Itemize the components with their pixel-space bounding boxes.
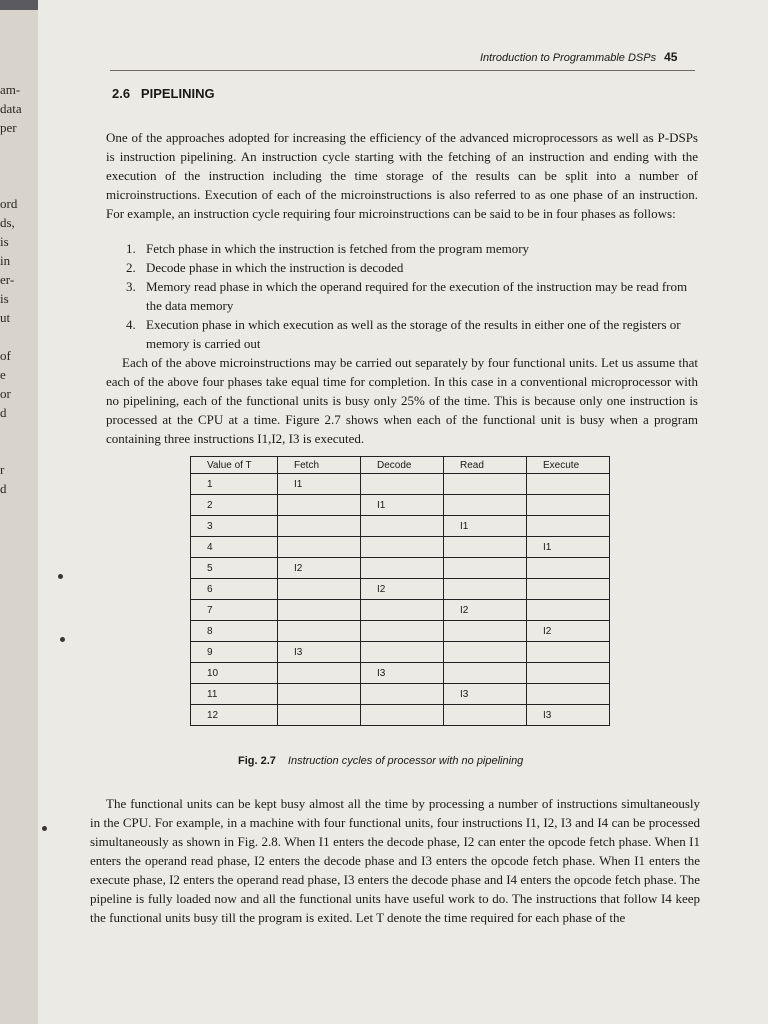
table-cell [278,579,361,600]
margin-text-line: in [0,253,11,268]
list-item-text: Fetch phase in which the instruction is fetched from the program memory [146,241,530,256]
section-heading [112,86,215,101]
margin-text-line: data [0,101,22,116]
table-cell [361,516,444,537]
table-cell: 11 [191,684,278,705]
table-cell [361,537,444,558]
table-row [191,558,610,579]
section-title: PIPELINING [140,86,215,101]
list-item [126,277,698,315]
list-item-number: 2. [126,260,136,275]
list-item [126,315,698,353]
paragraph-functional-units: Each of the above microinstructions may be carried out separately by four functional units. Let us assume that each of the above four phases take equal time for completion. In this case in a conventional microprocessor with no pipelining, each of the functional units is busy only 25% of the time. This is because only one instruction is processed at the CPU at a time. Figure 2.7 shows when each of the functional unit is busy when a program containing three instructions I1,I2, I3 is executed. [106,355,698,446]
table-cell [444,474,527,495]
list-item-text: Execution phase in which execution as well as the storage of the results in either one of the registers or memory is carried out [146,317,681,351]
margin-text-line: of [0,348,11,363]
table-cell: 6 [191,579,278,600]
margin-mark [42,826,47,831]
table-cell: I3 [444,684,527,705]
table-cell [278,663,361,684]
table-cell [361,684,444,705]
table-cell [278,516,361,537]
margin-text-line: is [0,234,9,249]
table-cell [361,705,444,726]
figure-label: Fig. 2.7 [238,755,276,767]
table-cell [444,705,527,726]
table-cell [361,600,444,621]
table-cell: 10 [191,663,278,684]
header-rule [110,70,695,71]
margin-text-line: d [0,481,7,496]
table-cell: I3 [361,663,444,684]
table-cell: 12 [191,705,278,726]
margin-text-line: er- [0,272,15,287]
table-cell [527,663,610,684]
table-row [191,684,610,705]
table-row [191,516,610,537]
table-cell: I2 [361,579,444,600]
table-cell [278,621,361,642]
table-cell: I2 [444,600,527,621]
page-number: 45 [664,50,678,64]
list-item-number: 4. [126,317,136,332]
margin-text-line: ord [0,196,18,211]
table-cell: I1 [361,495,444,516]
table-cell [527,579,610,600]
header-value-of-t: Value of T [191,457,278,474]
table-cell: 2 [191,495,278,516]
margin-text-line: r [0,462,5,477]
list-item-number: 3. [126,279,136,294]
table-cell: 4 [191,537,278,558]
table-header-row [191,457,610,474]
margin-text-line: is [0,291,9,306]
table-cell: 9 [191,642,278,663]
margin-mark [58,574,63,579]
table-cell: 1 [191,474,278,495]
margin-text-line: per [0,120,17,135]
figure-caption [238,755,523,767]
table-cell [444,537,527,558]
table-cell [278,684,361,705]
table-cell: 3 [191,516,278,537]
table-cell [361,474,444,495]
table-cell: 5 [191,558,278,579]
table-cell [527,600,610,621]
margin-text-line [0,156,40,175]
table-cell [361,621,444,642]
margin-text-line: d [0,405,7,420]
table-cell [527,558,610,579]
table-row [191,705,610,726]
table-cell: 7 [191,600,278,621]
margin-text-line [0,327,40,346]
list-item-text: Memory read phase in which the operand required for the execution of the instruction may be read from the data memory [146,279,688,313]
margin-text-line: ds, [0,215,15,230]
table-row [191,621,610,642]
paragraph-pipelining: The functional units can be kept busy almost all the time by processing a number of instructions simultaneously in the CPU. For example, in a machine with four functional units, four instructions I1, I2, I3 and I4 can be processed simultaneously as shown in Fig. 2.8. When I1 enters the decode phase, I2 can enter the opcode fetch phase. When I1 enters the operand read phase, I2 enters the decode phase and I3 enters the opcode fetch phase. When I1 enters the execute phase, I2 enters the operand read phase, I3 enters the decode phase and I4 enters the opcode fetch phase. The pipeline is fully loaded now and all the functional units have useful work to do. The instructions that follow I4 keep the functional units busy till the program is exited. Let T denote the time required for each phase of the [90,796,700,925]
table-cell: I3 [527,705,610,726]
table-cell [361,558,444,579]
table-cell [444,642,527,663]
running-header [480,50,677,64]
table-cell: I2 [527,621,610,642]
table-row [191,642,610,663]
margin-text-line: e [0,367,6,382]
margin-text-line: am- [0,82,21,97]
table-cell [527,516,610,537]
header-fetch: Fetch [278,457,361,474]
header-read: Read [444,457,527,474]
margin-mark [60,637,65,642]
header-execute: Execute [527,457,610,474]
table-cell: I1 [278,474,361,495]
table-cell [278,537,361,558]
table-row [191,495,610,516]
table-cell: I3 [278,642,361,663]
table-cell [278,705,361,726]
list-item [126,258,698,277]
table-cell [444,558,527,579]
running-title: Introduction to Programmable DSPs [480,52,657,64]
margin-text-line [0,175,40,194]
table-cell [444,621,527,642]
table-cell [278,495,361,516]
figure-caption-text: Instruction cycles of processor with no pipelining [287,755,524,767]
table-cell [527,684,610,705]
phase-list [126,239,698,353]
section-number: 2.6 [112,86,131,101]
table-row [191,663,610,684]
list-item [126,239,698,258]
table-cell: I1 [527,537,610,558]
margin-text-line: ut [0,310,11,325]
table-row [191,579,610,600]
instruction-cycle-table [190,456,610,726]
margin-text-line: or [0,386,11,401]
adjacent-page-margin-text [0,80,40,498]
table-cell [444,495,527,516]
table-cell [444,663,527,684]
table-cell: I2 [278,558,361,579]
list-item-number: 1. [126,241,136,256]
paragraph-intro: One of the approaches adopted for increasing the efficiency of the advanced microprocessors as well as P-DSPs is instruction pipelining. An instruction cycle starting with the fetching of an instruction and ending with the execution of the instruction including the time storage of the results can be split into a number of microinstructions. Execution of each of the microinstructions is also referred to as one phase of an instruction. For example, an instruction cycle requiring four microinstructions can be said to be in four phases as follows: [106,130,698,221]
table-cell [527,642,610,663]
margin-text-line [0,441,40,460]
table-cell [444,579,527,600]
table-cell [527,495,610,516]
header-decode: Decode [361,457,444,474]
list-item-text: Decode phase in which the instruction is decoded [146,260,404,275]
margin-text-line [0,422,40,441]
margin-text-line [0,137,40,156]
table-cell [527,474,610,495]
table-cell [361,642,444,663]
table-row [191,474,610,495]
table-cell [278,600,361,621]
table-cell: I1 [444,516,527,537]
table-cell: 8 [191,621,278,642]
table-row [191,537,610,558]
table-row [191,600,610,621]
